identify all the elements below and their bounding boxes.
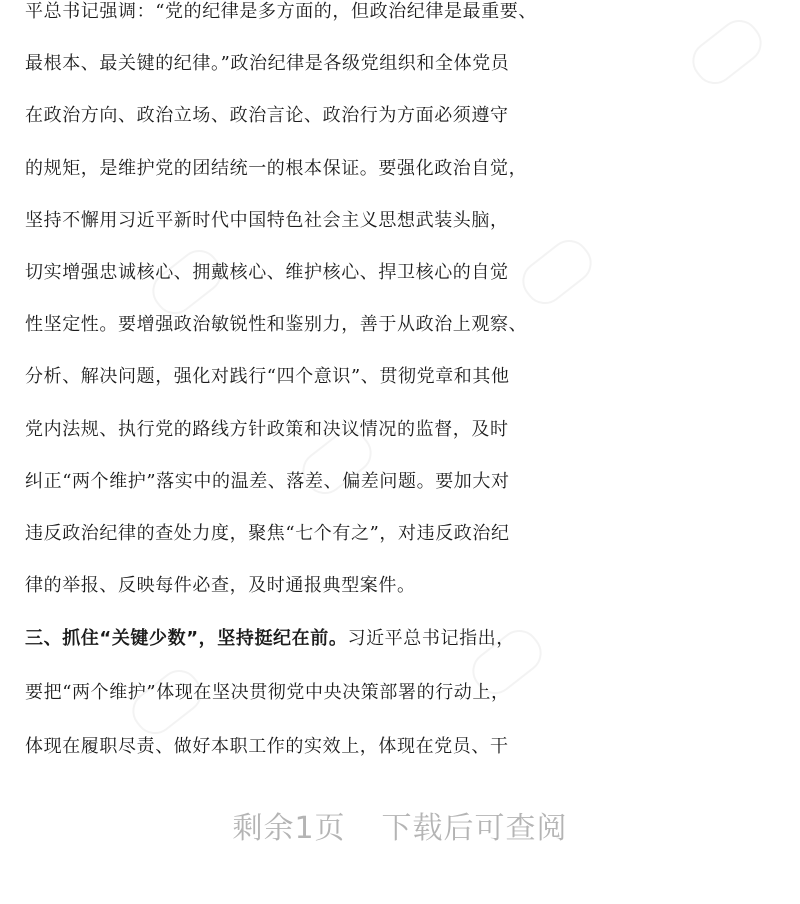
remaining-pages-text: 剩余1页 xyxy=(232,811,346,846)
text-line: 律的举报、反映每件必查，及时通报典型案件。 xyxy=(25,575,416,597)
text-line: 纠正“两个维护”落实中的温差、落差、偏差问题。要加大对 xyxy=(25,470,510,492)
text-line: 要把“两个维护”体现在坚决贯彻党中央决策部署的行动上， xyxy=(25,682,510,704)
text-line: 体现在履职尽责、做好本职工作的实效上，体现在党员、干 xyxy=(25,736,509,758)
text-line: 性坚定性。要增强政治敏锐性和鉴别力，善于从政治上观察、 xyxy=(25,314,528,336)
text-line: 切实增强忠诚核心、拥戴核心、维护核心、捍卫核心的自觉 xyxy=(25,261,509,283)
text-line: 党内法规、执行党的路线方针政策和决议情况的监督，及时 xyxy=(25,418,509,440)
download-prompt[interactable] xyxy=(0,803,800,847)
download-to-view-text: 下载后可查阅 xyxy=(381,811,568,846)
section-heading-line xyxy=(25,612,785,666)
text-line: 的规矩，是维护党的团结统一的根本保证。要强化政治自觉， xyxy=(25,157,528,179)
section-heading: 三、抓住“关键少数”，坚持挺纪在前。 xyxy=(25,628,348,650)
text-line: 在政治方向、政治立场、政治言论、政治行为方面必须遵守 xyxy=(25,105,509,127)
text-line: 分析、解决问题，强化对践行“四个意识”、贯彻党章和其他 xyxy=(25,366,510,388)
heading-continuation: 习近平总书记指出， xyxy=(347,628,515,650)
text-line: 违反政治纪律的查处力度，聚焦“七个有之”，对违反政治纪 xyxy=(25,522,510,544)
text-line: 最根本、最关键的纪律。”政治纪律是各级党组织和全体党员 xyxy=(25,53,510,75)
article-body xyxy=(25,0,785,774)
text-line: 平总书记强调：“党的纪律是多方面的，但政治纪律是最重要、 xyxy=(25,1,537,22)
text-line: 坚持不懈用习近平新时代中国特色社会主义思想武装头脑， xyxy=(25,209,509,231)
